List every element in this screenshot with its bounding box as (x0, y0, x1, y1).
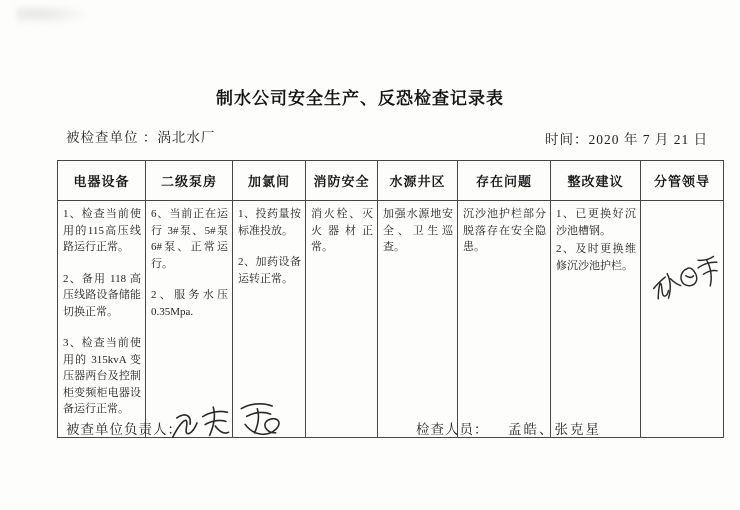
chlorination-item: 1、投药量按标准投放。 (238, 208, 301, 237)
electrical-item: 3、检查当前使用的 315kvA 变压器两台及控制柜变频柜电器设备运行正常。 (63, 337, 141, 415)
inspectors-names: 孟皓、张克星 (508, 422, 601, 437)
electrical-item: 2、备用 118 高压线路设备储能切换正常。 (63, 272, 141, 318)
cell-leader-signature (641, 201, 724, 438)
cell-suggestions (551, 201, 641, 438)
well-area-item: 加强水源地安全、卫生巡查。 (383, 208, 453, 253)
header-leader: 分管领导 (641, 161, 724, 201)
chlorination-item: 2、加药设备运转正常。 (238, 256, 301, 285)
header-problems: 存在问题 (458, 161, 551, 201)
cell-problems (458, 201, 551, 438)
suggestions-item: 2、及时更换维修沉沙池护栏。 (556, 243, 636, 272)
header-pump-room: 二级泵房 (146, 161, 233, 201)
inspection-record-table (57, 160, 724, 438)
header-electrical: 电器设备 (58, 161, 146, 201)
inspection-time (545, 128, 708, 148)
scan-smudge (16, 4, 86, 24)
table-header-row (58, 161, 724, 201)
pump-room-item: 6、当前正在运行 3#泵、5#泵 6#泵、正常运行。 (151, 208, 228, 270)
inspected-unit-value: 涡北水厂 (157, 130, 216, 145)
header-suggestions: 整改建议 (551, 161, 641, 201)
suggestions-item: 1、已更换好沉沙池槽钢。 (556, 208, 636, 237)
page-title: 制水公司安全生产、反恐检查记录表 (216, 89, 504, 108)
inspectors-label: 检查人员： (416, 422, 489, 437)
problems-item: 沉沙池护栏部分脱落存在安全隐患。 (463, 208, 546, 253)
pump-room-item: 2、服务水压 0.35Mpa. (151, 289, 228, 318)
fire-safety-item: 消火栓、灭火器材正常。 (311, 208, 373, 253)
responsible-person-label: 被查单位负责人： (66, 422, 182, 437)
cell-well-area (378, 201, 458, 438)
table-body-row (58, 201, 724, 438)
header-chlorination: 加氯间 (233, 161, 306, 201)
responsible-handwritten-signature (167, 393, 302, 452)
header-well-area: 水源井区 (378, 161, 458, 201)
cell-electrical (58, 201, 146, 438)
cell-fire-safety (306, 201, 378, 438)
time-value: 2020 年 7 月 21 日 (588, 132, 709, 147)
header-fire-safety: 消防安全 (306, 161, 378, 201)
leader-handwritten-signature (642, 245, 727, 315)
electrical-item: 1、检查当前使用的115高压线路运行正常。 (63, 208, 141, 253)
inspected-unit (66, 126, 215, 146)
inspected-unit-label: 被检查单位 ： (66, 130, 158, 145)
time-label: 时间： (545, 132, 589, 147)
